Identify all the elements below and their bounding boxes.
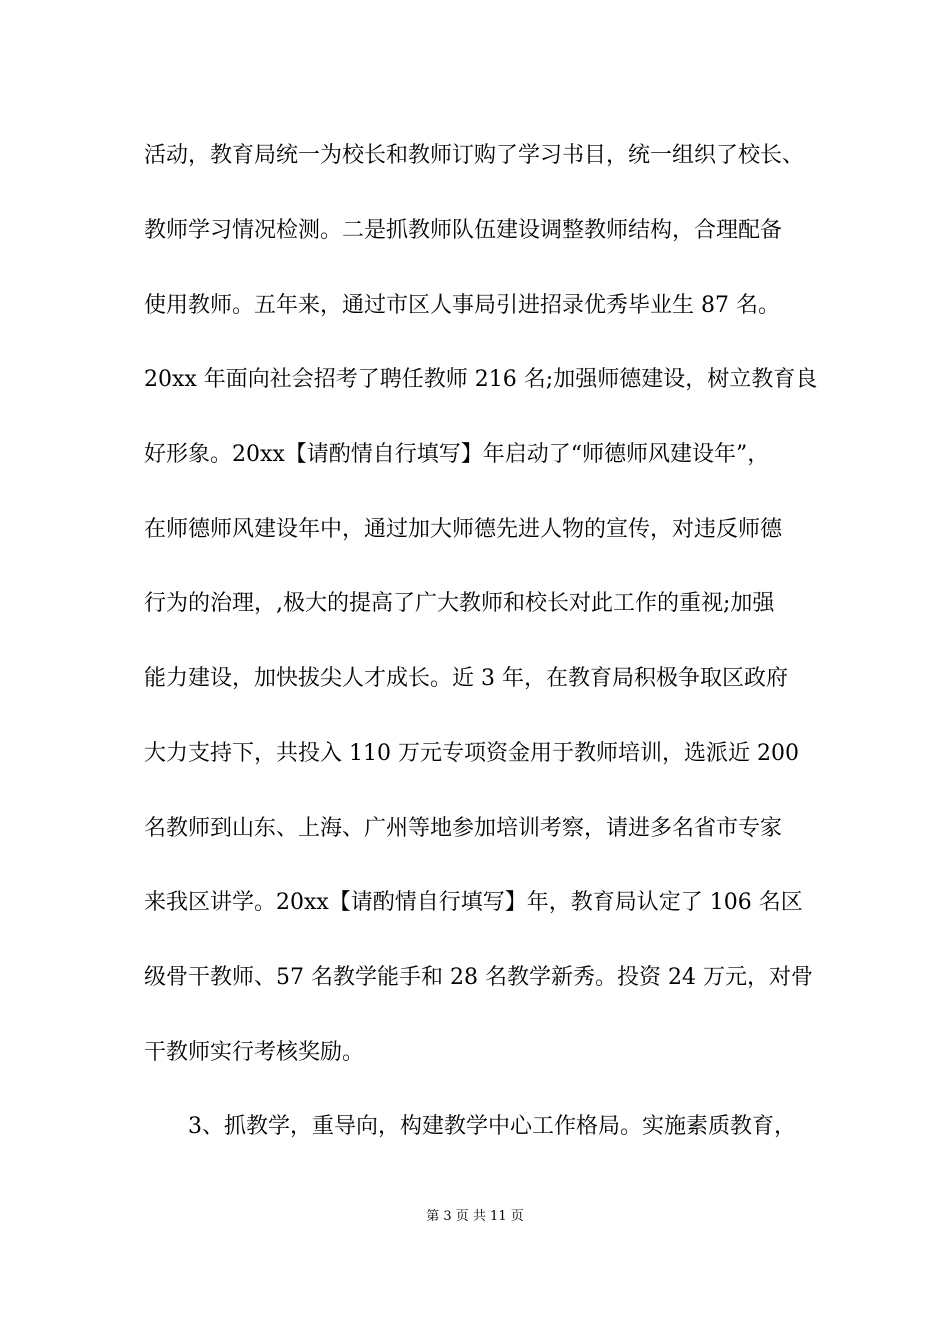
body-line: 名教师到山东、上海、广州等地参加培训考察，请进多名省市专家 (144, 816, 783, 841)
body-line: 行为的治理，,极大的提高了广大教师和校长对此工作的重视;加强 (144, 591, 775, 616)
body-line: 3、抓教学，重导向，构建教学中心工作格局。实施素质教育， (188, 1114, 796, 1139)
body-line: 级骨干教师、57 名教学能手和 28 名教学新秀。投资 24 万元，对骨 (144, 965, 813, 990)
body-line: 好形象。20xx【请酌情自行填写】年启动了“师德师风建设年”， (144, 442, 770, 467)
body-line: 活动，教育局统一为校长和教师订购了学习书目，统一组织了校长、 (144, 143, 805, 168)
body-line: 来我区讲学。20xx【请酌情自行填写】年，教育局认定了 106 名区 (144, 890, 803, 915)
page-number-footer: 第 3 页 共 11 页 (426, 1209, 524, 1224)
body-line: 在师德师风建设年中，通过加大师德先进人物的宣传，对违反师德 (144, 517, 783, 542)
body-line: 20xx 年面向社会招考了聘任教师 216 名;加强师德建设，树立教育良 (144, 367, 818, 392)
body-line: 能力建设，加快拔尖人才成长。近 3 年，在教育局积极争取区政府 (144, 666, 788, 691)
body-line: 干教师实行考核奖励。 (144, 1040, 365, 1065)
body-line: 教师学习情况检测。二是抓教师队伍建设调整教师结构，合理配备 (144, 218, 783, 243)
body-line: 大力支持下，共投入 110 万元专项资金用于教师培训，选派近 200 (144, 741, 799, 766)
body-line: 使用教师。五年来，通过市区人事局引进招录优秀毕业生 87 名。 (144, 293, 780, 318)
